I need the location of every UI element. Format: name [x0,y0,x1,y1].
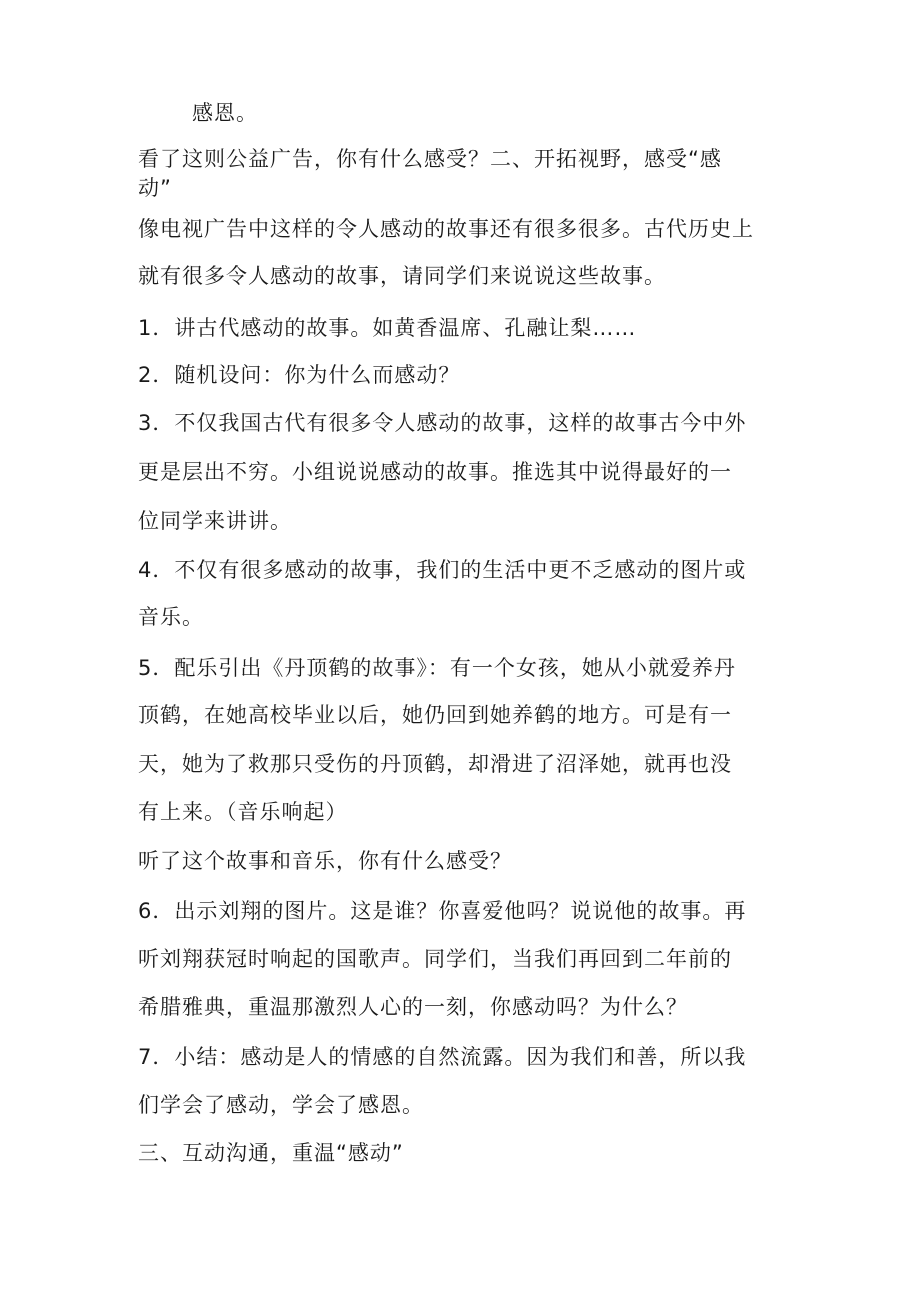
text-line: 音乐。 [138,605,204,629]
text-line: 有上来。（音乐响起） [138,800,348,824]
text-line: 就有很多令人感动的故事，请同学们来说说这些故事。 [138,264,666,288]
list-item-7: 7．小结：感动是人的情感的自然流露。因为我们和善，所以我 [138,1045,747,1069]
list-item-6: 6．出示刘翔的图片。这是谁？你喜爱他吗？说说他的故事。再 [138,899,747,923]
text-line: 听刘翔获冠时响起的国歌声。同学们，当我们再回到二年前的 [138,947,732,971]
list-item-3: 3．不仅我国古代有很多令人感动的故事，这样的故事古今中外 [138,411,747,435]
section-heading: 三、互动沟通，重温“感动” [138,1141,404,1165]
list-item-1: 1．讲古代感动的故事。如黄香温席、孔融让梨…… [138,316,637,340]
text-line: 听了这个故事和音乐，你有什么感受？ [138,849,512,873]
text-line: 看了这则公益广告，你有什么感受？二、开拓视野，感受“感 [138,147,722,171]
text-line: 更是层出不穷。小组说说感动的故事。推选其中说得最好的一 [138,460,732,484]
text-line: 顶鹤，在她高校毕业以后，她仍回到她养鹤的地方。可是有一 [138,703,732,727]
text-line: 感恩。 [192,101,258,125]
text-line: 动” [138,176,172,200]
text-line: 希腊雅典，重温那激烈人心的一刻，你感动吗？为什么？ [138,995,688,1019]
list-item-4: 4．不仅有很多感动的故事，我们的生活中更不乏感动的图片或 [138,558,747,582]
text-line: 位同学来讲讲。 [138,509,292,533]
list-item-5: 5．配乐引出《丹顶鹤的故事》：有一个女孩，她从小就爱养丹 [138,656,736,680]
text-line: 天，她为了救那只受伤的丹顶鹤，却滑进了沼泽她，就再也没 [138,752,732,776]
text-line: 们学会了感动，学会了感恩。 [138,1093,424,1117]
list-item-2: 2．随机设问：你为什么而感动？ [138,363,461,387]
text-line: 像电视广告中这样的令人感动的故事还有很多很多。古代历史上 [138,217,754,241]
